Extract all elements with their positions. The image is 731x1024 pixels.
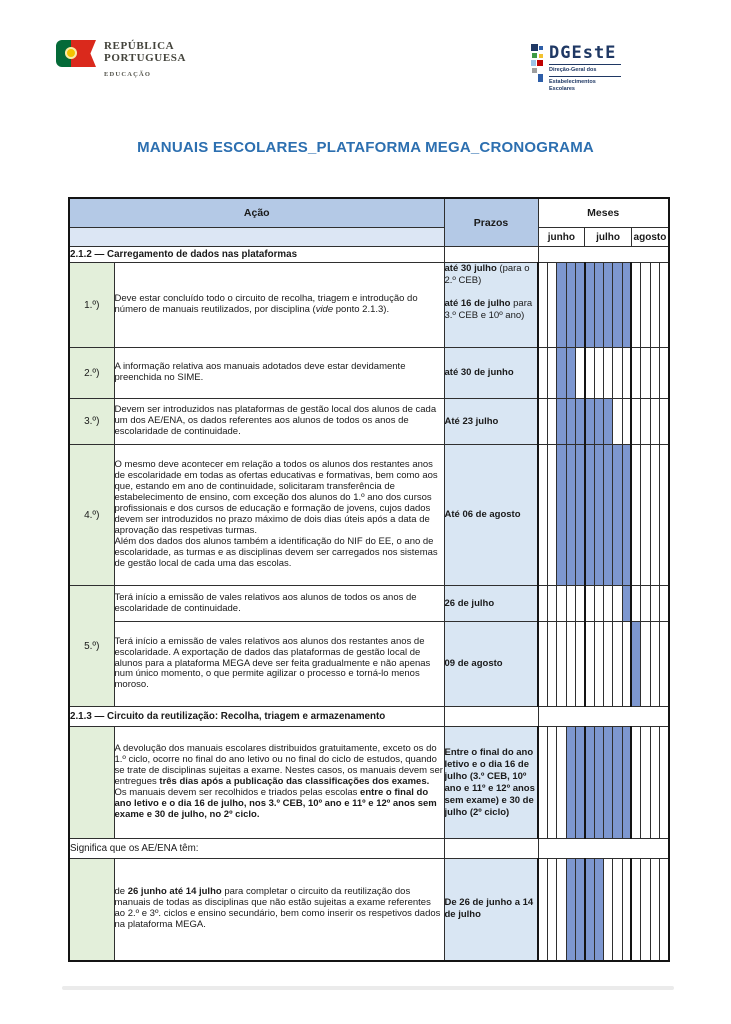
gantt-cell bbox=[650, 727, 659, 839]
gantt-bar-cell bbox=[575, 399, 584, 445]
gantt-cell bbox=[631, 727, 640, 839]
gantt-cell bbox=[538, 586, 547, 622]
gantt-cell bbox=[557, 586, 566, 622]
gantt-bar-cell bbox=[566, 727, 575, 839]
header-month-julho: julho bbox=[585, 228, 632, 247]
text-paragraph: O mesmo deve acontecer em relação a todos os alunos dos restantes anos de escolaridade em todas as ofertas educativas e formativas, bem como aos que, estando em ano de continuidade, solicitaram transferência de estabelecimento de ensino, com exceção dos alunos do 1.º ano dos cursos profissionais e dos cursos de educação e formação de jovens, cujos dados devem ser introduzidos no prazo máximo de dois dias úteis após a data de aprovação das respetivas turmas. bbox=[114, 459, 438, 536]
gantt-cell bbox=[566, 586, 575, 622]
action-cell bbox=[114, 622, 444, 707]
header-prazos: Prazos bbox=[444, 198, 538, 247]
portugal-flag-icon bbox=[56, 40, 96, 67]
header-row-1 bbox=[69, 198, 669, 228]
gantt-cell bbox=[659, 859, 668, 961]
prazo-cell bbox=[444, 622, 538, 707]
action-cell bbox=[114, 445, 444, 586]
scan-artifact bbox=[62, 986, 674, 990]
gantt-bar-cell bbox=[613, 263, 622, 348]
gantt-cell bbox=[659, 586, 668, 622]
gantt-cell bbox=[622, 348, 631, 399]
text-paragraph: Deve estar concluído todo o circuito de recolha, triagem e introdução do número de manuais reutilizados, por disciplina (vide ponto 2.1.3). bbox=[114, 293, 418, 315]
gantt-cell bbox=[538, 727, 547, 839]
row-number-label: 1.º) bbox=[69, 263, 114, 348]
gantt-cell bbox=[557, 859, 566, 961]
mosaic-square bbox=[531, 60, 536, 66]
gantt-cell bbox=[547, 445, 556, 586]
table-row bbox=[69, 445, 669, 586]
republica-portuguesa-logo bbox=[56, 40, 186, 78]
gantt-cell bbox=[557, 727, 566, 839]
header-row-2 bbox=[69, 228, 669, 247]
gantt-cell bbox=[650, 399, 659, 445]
row-number-label bbox=[69, 727, 114, 839]
gantt-cell bbox=[585, 622, 594, 707]
action-cell bbox=[114, 586, 444, 622]
gantt-cell bbox=[613, 859, 622, 961]
gantt-cell bbox=[631, 586, 640, 622]
table-row bbox=[69, 727, 669, 839]
dgeste-subtitle-1: Direção-Geral dos bbox=[549, 64, 621, 74]
gantt-cell bbox=[650, 859, 659, 961]
section-row bbox=[69, 707, 669, 727]
gantt-cell bbox=[538, 859, 547, 961]
prazo-cell bbox=[444, 859, 538, 961]
gantt-cell bbox=[557, 622, 566, 707]
gantt-bar-cell bbox=[575, 859, 584, 961]
mosaic-square bbox=[532, 68, 537, 73]
gantt-bar-cell bbox=[594, 727, 603, 839]
gantt-cell bbox=[566, 622, 575, 707]
table-row bbox=[69, 859, 669, 961]
prazo-cell bbox=[444, 399, 538, 445]
gantt-cell bbox=[659, 622, 668, 707]
section-label: Significa que os AE/ENA têm: bbox=[69, 839, 444, 859]
gantt-bar-cell bbox=[575, 263, 584, 348]
gantt-cell bbox=[613, 586, 622, 622]
gantt-cell bbox=[650, 445, 659, 586]
section-row bbox=[69, 839, 669, 859]
gantt-cell bbox=[659, 399, 668, 445]
gantt-cell bbox=[641, 859, 650, 961]
gantt-merged-cell bbox=[538, 707, 669, 727]
gantt-cell bbox=[641, 445, 650, 586]
gantt-cell bbox=[547, 263, 556, 348]
gantt-cell bbox=[659, 263, 668, 348]
gantt-cell bbox=[603, 586, 612, 622]
gantt-cell bbox=[613, 399, 622, 445]
dgeste-mosaic-icon bbox=[531, 44, 545, 88]
mosaic-square bbox=[531, 44, 538, 51]
gantt-bar-cell bbox=[575, 445, 584, 586]
row-number-label: 5.º) bbox=[69, 586, 114, 707]
text-paragraph: 09 de agosto bbox=[444, 658, 503, 669]
gantt-cell bbox=[547, 399, 556, 445]
gantt-cell bbox=[538, 622, 547, 707]
header-month-junho: junho bbox=[538, 228, 585, 247]
action-cell bbox=[114, 348, 444, 399]
gantt-cell bbox=[650, 263, 659, 348]
header-month-agosto: agosto bbox=[631, 228, 669, 247]
gantt-bar-cell bbox=[566, 399, 575, 445]
gantt-bar-cell bbox=[575, 727, 584, 839]
page-title: MANUAIS ESCOLARES_PLATAFORMA MEGA_CRONOGRAMA bbox=[137, 139, 594, 156]
gantt-cell bbox=[603, 859, 612, 961]
gantt-cell bbox=[622, 859, 631, 961]
gantt-bar-cell bbox=[603, 445, 612, 586]
prazo-cell bbox=[444, 586, 538, 622]
gantt-cell bbox=[538, 399, 547, 445]
row-number-label: 4.º) bbox=[69, 445, 114, 586]
text-paragraph: Terá início a emissão de vales relativos aos alunos dos restantes anos de escolaridade. A exportação de dados das plataformas de gestão local de alunos para a plataforma MEGA deve ser feita gradualmente e não apenas num único momento, o que permite agilizar o processo e torná-lo menos moroso. bbox=[114, 635, 431, 691]
gantt-cell bbox=[603, 348, 612, 399]
text-paragraph: Os manuais devem ser recolhidos e triados pelas escolas entre o final do ano letivo e o dia 16 de julho, nos 3.º CEB, 10º ano e 11º e 12º anos sem exame e 30 de julho, no 2º ciclo. bbox=[114, 786, 437, 820]
action-cell bbox=[114, 399, 444, 445]
action-cell bbox=[114, 263, 444, 348]
gantt-bar-cell bbox=[603, 263, 612, 348]
header-strip bbox=[69, 228, 444, 247]
gantt-bar-cell bbox=[622, 445, 631, 586]
gantt-bar-cell bbox=[566, 263, 575, 348]
text-paragraph: 26 de julho bbox=[444, 597, 495, 609]
table-row bbox=[69, 586, 669, 622]
text-paragraph: até 30 julho (para o 2.º CEB) bbox=[444, 263, 530, 286]
prazos-empty-cell bbox=[444, 839, 538, 859]
gantt-cell bbox=[613, 348, 622, 399]
text-paragraph: Além dos dados dos alunos também a identificação do NIF do EE, o ano de escolaridade, as turmas e as disciplinas devem ser carregados nos sistemas de gestão local de cada uma das escolas. bbox=[114, 535, 438, 569]
section-label: 2.1.2 — Carregamento de dados nas plataformas bbox=[69, 247, 444, 263]
gantt-cell bbox=[631, 445, 640, 586]
gantt-bar-cell bbox=[613, 727, 622, 839]
cronograma-table bbox=[68, 197, 670, 962]
dgeste-subtitle-2: Estabelecimentos Escolares bbox=[549, 76, 621, 93]
gantt-bar-cell bbox=[557, 445, 566, 586]
gantt-cell bbox=[585, 348, 594, 399]
row-number-label: 3.º) bbox=[69, 399, 114, 445]
gantt-cell bbox=[659, 445, 668, 586]
prazos-empty-cell bbox=[444, 247, 538, 263]
text-paragraph: de 26 junho até 14 julho para completar o circuito da reutilização dos manuais de todas as disciplinas que não estão sujeitas a exame referentes ao 2.º e 3º. ciclos e ensino secundário, bem como inserir os respetivos dados na plataforma MEGA. bbox=[114, 886, 441, 931]
gantt-cell bbox=[631, 263, 640, 348]
text-paragraph: A devolução dos manuais escolares distribuidos gratuitamente, exceto os do 1.º ciclo, ocorre no final do ano letivo ou no final do ciclo de estudos, quando se trate de disciplinas sujeitas a exame. Nestes casos, os manuais devem ser entregues três dias após a publicação das classificações dos exames. bbox=[114, 743, 443, 788]
mosaic-square bbox=[539, 54, 543, 58]
gantt-cell bbox=[641, 348, 650, 399]
gov-logo-line2: PORTUGUESA bbox=[104, 52, 187, 64]
gantt-bar-cell bbox=[585, 263, 594, 348]
text-paragraph: A informação relativa aos manuais adotados deve estar devidamente preenchida no SIME. bbox=[114, 361, 406, 383]
mosaic-square bbox=[532, 53, 537, 58]
gantt-bar-cell bbox=[585, 399, 594, 445]
table-row bbox=[69, 263, 669, 348]
prazo-cell bbox=[444, 727, 538, 839]
gantt-cell bbox=[641, 399, 650, 445]
row-number-label bbox=[69, 859, 114, 961]
text-paragraph: até 30 de junho bbox=[444, 367, 514, 378]
gantt-cell bbox=[547, 859, 556, 961]
gantt-bar-cell bbox=[566, 445, 575, 586]
mosaic-square bbox=[539, 46, 543, 50]
row-number-label: 2.º) bbox=[69, 348, 114, 399]
gantt-bar-cell bbox=[631, 622, 640, 707]
gantt-cell bbox=[631, 399, 640, 445]
gantt-cell bbox=[659, 348, 668, 399]
gantt-cell bbox=[641, 586, 650, 622]
gantt-cell bbox=[575, 348, 584, 399]
dgeste-logo bbox=[531, 44, 621, 93]
gantt-bar-cell bbox=[585, 445, 594, 586]
gantt-cell bbox=[585, 586, 594, 622]
gantt-cell bbox=[547, 727, 556, 839]
action-cell bbox=[114, 727, 444, 839]
text-paragraph: Terá início a emissão de vales relativos aos alunos de todos os anos de escolaridade de continuidade. bbox=[114, 591, 417, 614]
gantt-cell bbox=[650, 622, 659, 707]
gantt-cell bbox=[538, 445, 547, 586]
gantt-bar-cell bbox=[585, 727, 594, 839]
gantt-bar-cell bbox=[603, 727, 612, 839]
gantt-cell bbox=[538, 348, 547, 399]
gantt-cell bbox=[547, 586, 556, 622]
gantt-cell bbox=[641, 263, 650, 348]
gantt-merged-cell bbox=[538, 247, 669, 263]
gantt-bar-cell bbox=[622, 263, 631, 348]
gantt-cell bbox=[594, 586, 603, 622]
text-paragraph: até 16 de julho para 3.º CEB e 10º ano) bbox=[444, 298, 533, 321]
table-row bbox=[69, 348, 669, 399]
prazo-cell bbox=[444, 445, 538, 586]
gantt-bar-cell bbox=[594, 445, 603, 586]
gantt-cell bbox=[659, 727, 668, 839]
gantt-cell bbox=[631, 859, 640, 961]
gantt-cell bbox=[650, 586, 659, 622]
gantt-bar-cell bbox=[622, 586, 631, 622]
gantt-cell bbox=[622, 622, 631, 707]
action-cell bbox=[114, 859, 444, 961]
gantt-bar-cell bbox=[566, 859, 575, 961]
gantt-cell bbox=[641, 622, 650, 707]
gantt-bar-cell bbox=[557, 399, 566, 445]
gov-logo-line1: REPÚBLICA bbox=[104, 40, 175, 52]
text-paragraph: Até 06 de agosto bbox=[444, 509, 521, 520]
gantt-bar-cell bbox=[566, 348, 575, 399]
gantt-bar-cell bbox=[622, 727, 631, 839]
gantt-bar-cell bbox=[594, 263, 603, 348]
text-paragraph: Até 23 julho bbox=[444, 415, 499, 427]
gantt-cell bbox=[547, 622, 556, 707]
gantt-cell bbox=[547, 348, 556, 399]
gantt-bar-cell bbox=[594, 399, 603, 445]
table-row bbox=[69, 622, 669, 707]
gantt-bar-cell bbox=[613, 445, 622, 586]
gantt-cell bbox=[641, 727, 650, 839]
prazo-cell bbox=[444, 348, 538, 399]
gantt-cell bbox=[622, 399, 631, 445]
prazos-empty-cell bbox=[444, 707, 538, 727]
gantt-cell bbox=[650, 348, 659, 399]
prazo-cell bbox=[444, 263, 538, 348]
dgeste-name: DGEstE bbox=[549, 43, 617, 63]
section-label: 2.1.3 — Circuito da reutilização: Recolha, triagem e armazenamento bbox=[69, 707, 444, 727]
gantt-bar-cell bbox=[557, 348, 566, 399]
gov-logo-subtitle: EDUCAÇÃO bbox=[104, 71, 152, 78]
header-acao: Ação bbox=[69, 198, 444, 228]
gantt-bar-cell bbox=[603, 399, 612, 445]
gantt-cell bbox=[594, 622, 603, 707]
gantt-cell bbox=[631, 348, 640, 399]
gantt-bar-cell bbox=[557, 263, 566, 348]
mosaic-square bbox=[538, 74, 543, 82]
text-paragraph: Devem ser introduzidos nas plataformas de gestão local dos alunos de cada um dos AE/ENA, os dados referentes aos alunos de todos os anos de escolaridade de continuidade. bbox=[114, 404, 437, 437]
gantt-cell bbox=[575, 586, 584, 622]
gantt-cell bbox=[603, 622, 612, 707]
gantt-cell bbox=[613, 622, 622, 707]
gantt-cell bbox=[538, 263, 547, 348]
text-paragraph: Entre o final do ano letivo e o dia 16 de julho (3.º CEB, 10º ano e 11º e 12º anos sem exame) e 30 de julho (2º ciclo) bbox=[444, 746, 535, 818]
gantt-merged-cell bbox=[538, 839, 669, 859]
text-paragraph: De 26 de junho a 14 de julho bbox=[444, 897, 534, 921]
table-row bbox=[69, 399, 669, 445]
mosaic-square bbox=[537, 60, 543, 66]
gantt-bar-cell bbox=[594, 859, 603, 961]
section-row bbox=[69, 247, 669, 263]
gantt-bar-cell bbox=[585, 859, 594, 961]
gantt-cell bbox=[594, 348, 603, 399]
gantt-cell bbox=[575, 622, 584, 707]
header-meses: Meses bbox=[538, 198, 669, 228]
